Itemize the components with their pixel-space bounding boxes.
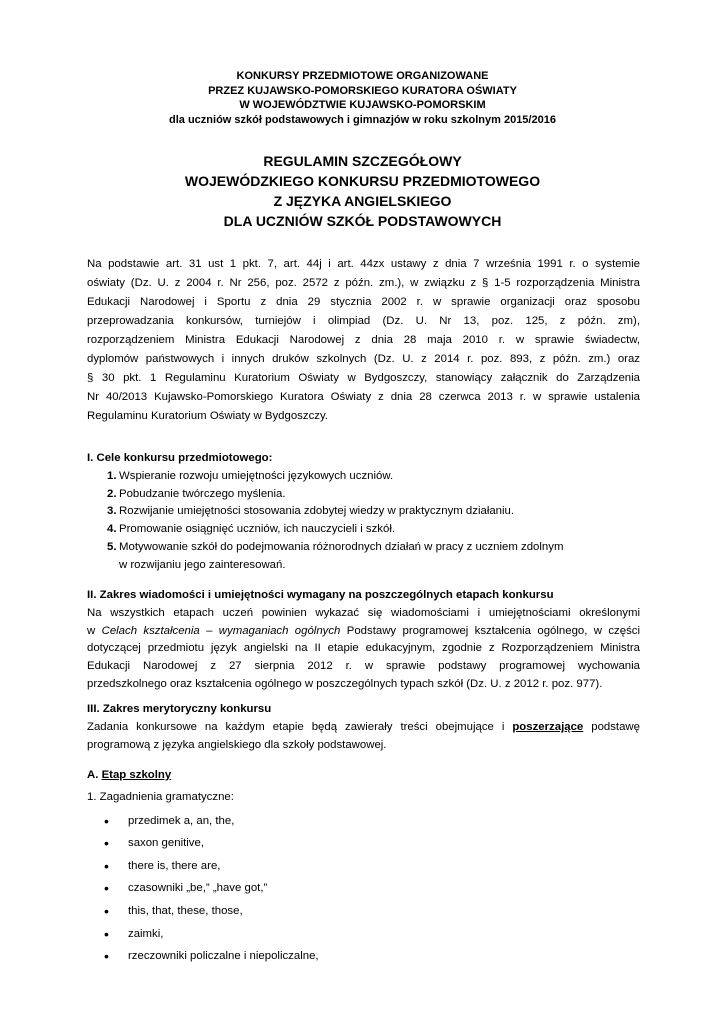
scope-line-end: Podstawy programowej kształcenia ogólnego, w części [340,624,640,637]
section-stage-a [87,767,640,968]
bullet-icon: • [104,880,109,897]
list-item-text: saxon genitive, [128,837,204,850]
scope-line-start: w [87,624,102,637]
document-header [0,69,725,127]
list-item [87,877,640,900]
bullet-icon: • [104,857,109,874]
list-item-number: 4. [107,523,117,536]
list-item-text: czasowniki „be,” „have got,” [128,882,268,895]
section-content-heading: III. Zakres merytoryczny konkursu [87,703,272,715]
list-item-number: 3. [107,505,117,518]
list-item-text: Promowanie osiągnięć uczniów, ich nauczycieli i szkół. [119,523,396,536]
intro-line: Edukacji Narodowej i Sportu z dnia 29 stycznia 2002 r. w sprawie organizacji oraz sposobu [87,296,640,308]
header-line-4: dla uczniów szkół podstawowych i gimnazjów w roku szkolnym 2015/2016 [169,113,556,126]
section-scope [87,587,640,694]
scope-line: Edukacji Narodowej z 27 sierpnia 2012 r. w sprawie podstawy programowej wychowania [87,660,640,673]
list-item-text: there is, there are, [128,859,221,872]
bullet-icon: • [104,902,109,919]
content-line: programową z języka angielskiego dla szkoły podstawowej. [87,738,387,751]
scope-line: przedszkolnego oraz kształcenia ogólnego w poszczególnych typach szkół (Dz. U. z 2012 r. poz. 977). [87,677,603,690]
stage-a-label: Etap szkolny [101,769,172,781]
list-item-text: this, that, these, those, [128,904,243,917]
intro-line: Nr 40/2013 Kujawsko-Pomorskiego Kuratora Oświaty z dnia 28 czerwca 2013 r. w sprawie ustalenia [87,391,640,403]
bullet-icon: • [104,835,109,852]
goals-list [87,468,640,575]
list-item [87,832,640,855]
section-content [87,701,640,754]
stage-a-prefix: A. [87,769,102,781]
list-item-text: Wspieranie rozwoju umiejętności językowych uczniów. [119,469,394,482]
list-item [87,923,640,946]
list-item-text: Motywowanie szkół do podejmowania różnorodnych działań w pracy z uczniem zdolnym [119,540,564,553]
list-item [87,503,640,521]
title-line-1: REGULAMIN SZCZEGÓŁOWY [263,153,462,169]
list-item [87,486,640,504]
intro-line: Na podstawie art. 31 ust 1 pkt. 7, art. 44j i art. 44zx ustawy z dnia 7 września 1991 r. o systemie [87,258,640,270]
scope-italic-phrase: Celach kształcenia – wymaganiach ogólnych [101,624,341,637]
grammar-list [87,810,640,968]
section-scope-heading: II. Zakres wiadomości i umiejętności wymagany na poszczególnych etapach konkursu [87,589,554,601]
list-item [87,539,640,575]
intro-line: przeprowadzania konkursów, turniejów i olimpiad (Dz. U. Nr 13, poz. 125, z późn. zm), [87,315,640,327]
scope-line [87,623,640,641]
intro-line: dyplomów państwowych i innych druków szkolnych (Dz. U. z 2014 r. poz. 893, z późn. zm.) oraz [87,353,640,365]
list-item-text: zaimki, [128,927,164,940]
scope-line: Na wszystkich etapach uczeń powinien wykazać się wiadomościami i umiejętnościami określonymi [87,606,640,619]
list-item [87,810,640,833]
intro-paragraph [87,255,640,426]
scope-line: dotyczącej przedmiotu język angielski na II etapie edukacyjnym, zgodnie z Rozporządzeniem Ministra [87,642,640,655]
header-line-1: KONKURSY PRZEDMIOTOWE ORGANIZOWANE [236,70,489,82]
section-goals [87,450,640,575]
bullet-icon: • [104,812,109,829]
bullet-icon: • [104,925,109,942]
list-item [87,468,640,486]
list-item-text: rzeczowniki policzalne i niepoliczalne, [128,950,319,963]
list-item [87,855,640,878]
list-item [87,945,640,968]
intro-line: oświaty (Dz. U. z 2004 r. Nr 256, poz. 2572 z późn. zm.), w związku z § 1-5 rozporządzenia Ministra [87,277,640,289]
intro-line: § 30 pkt. 1 Regulaminu Kuratorium Oświaty w Bydgoszczy, stanowiący załącznik do Zarządzenia [87,372,640,384]
bullet-icon: • [104,948,109,965]
list-item [87,521,640,539]
header-line-3: W WOJEWÓDZTWIE KUJAWSKO-POMORSKIM [239,99,486,111]
content-line [87,719,640,737]
list-item-text: Pobudzanie twórczego myślenia. [119,487,286,500]
list-item-number: 2. [107,487,117,500]
content-emphasis: poszerzające [512,720,584,733]
header-line-2: PRZEZ KUJAWSKO-POMORSKIEGO KURATORA OŚWIATY [208,84,517,97]
list-item-number: 1. [107,469,117,482]
list-item-text: przedimek a, an, the, [128,814,235,827]
section-goals-heading: I. Cele konkursu przedmiotowego: [87,452,273,464]
title-line-4: DLA UCZNIÓW SZKÓŁ PODSTAWOWYCH [223,213,502,229]
list-item-text-continued: w rozwijaniu jego zainteresowań. [119,558,286,571]
stage-a-heading [87,767,640,785]
list-item [87,900,640,923]
intro-line: Regulaminu Kuratorium Oświaty w Bydgoszczy. [87,410,328,422]
intro-line: rozporządzeniem Ministra Edukacji Narodowej z dnia 28 maja 2010 r. w sprawie świadectw, [87,334,640,346]
document-title [0,151,725,231]
title-line-2: WOJEWÓDZKIEGO KONKURSU PRZEDMIOTOWEGO [184,173,541,189]
list-item-text: Rozwijanie umiejętności stosowania zdobytej wiedzy w praktycznym działaniu. [119,505,515,518]
content-line-start: Zadania konkursowe na każdym etapie będą zawierały treści obejmujące i [87,720,513,733]
title-line-3: Z JĘZYKA ANGIELSKIEGO [273,193,452,209]
list-item-number: 5. [107,540,117,553]
grammar-subheading: 1. Zagadnienia gramatyczne: [87,790,234,803]
content-line-end: podstawę [583,720,640,733]
